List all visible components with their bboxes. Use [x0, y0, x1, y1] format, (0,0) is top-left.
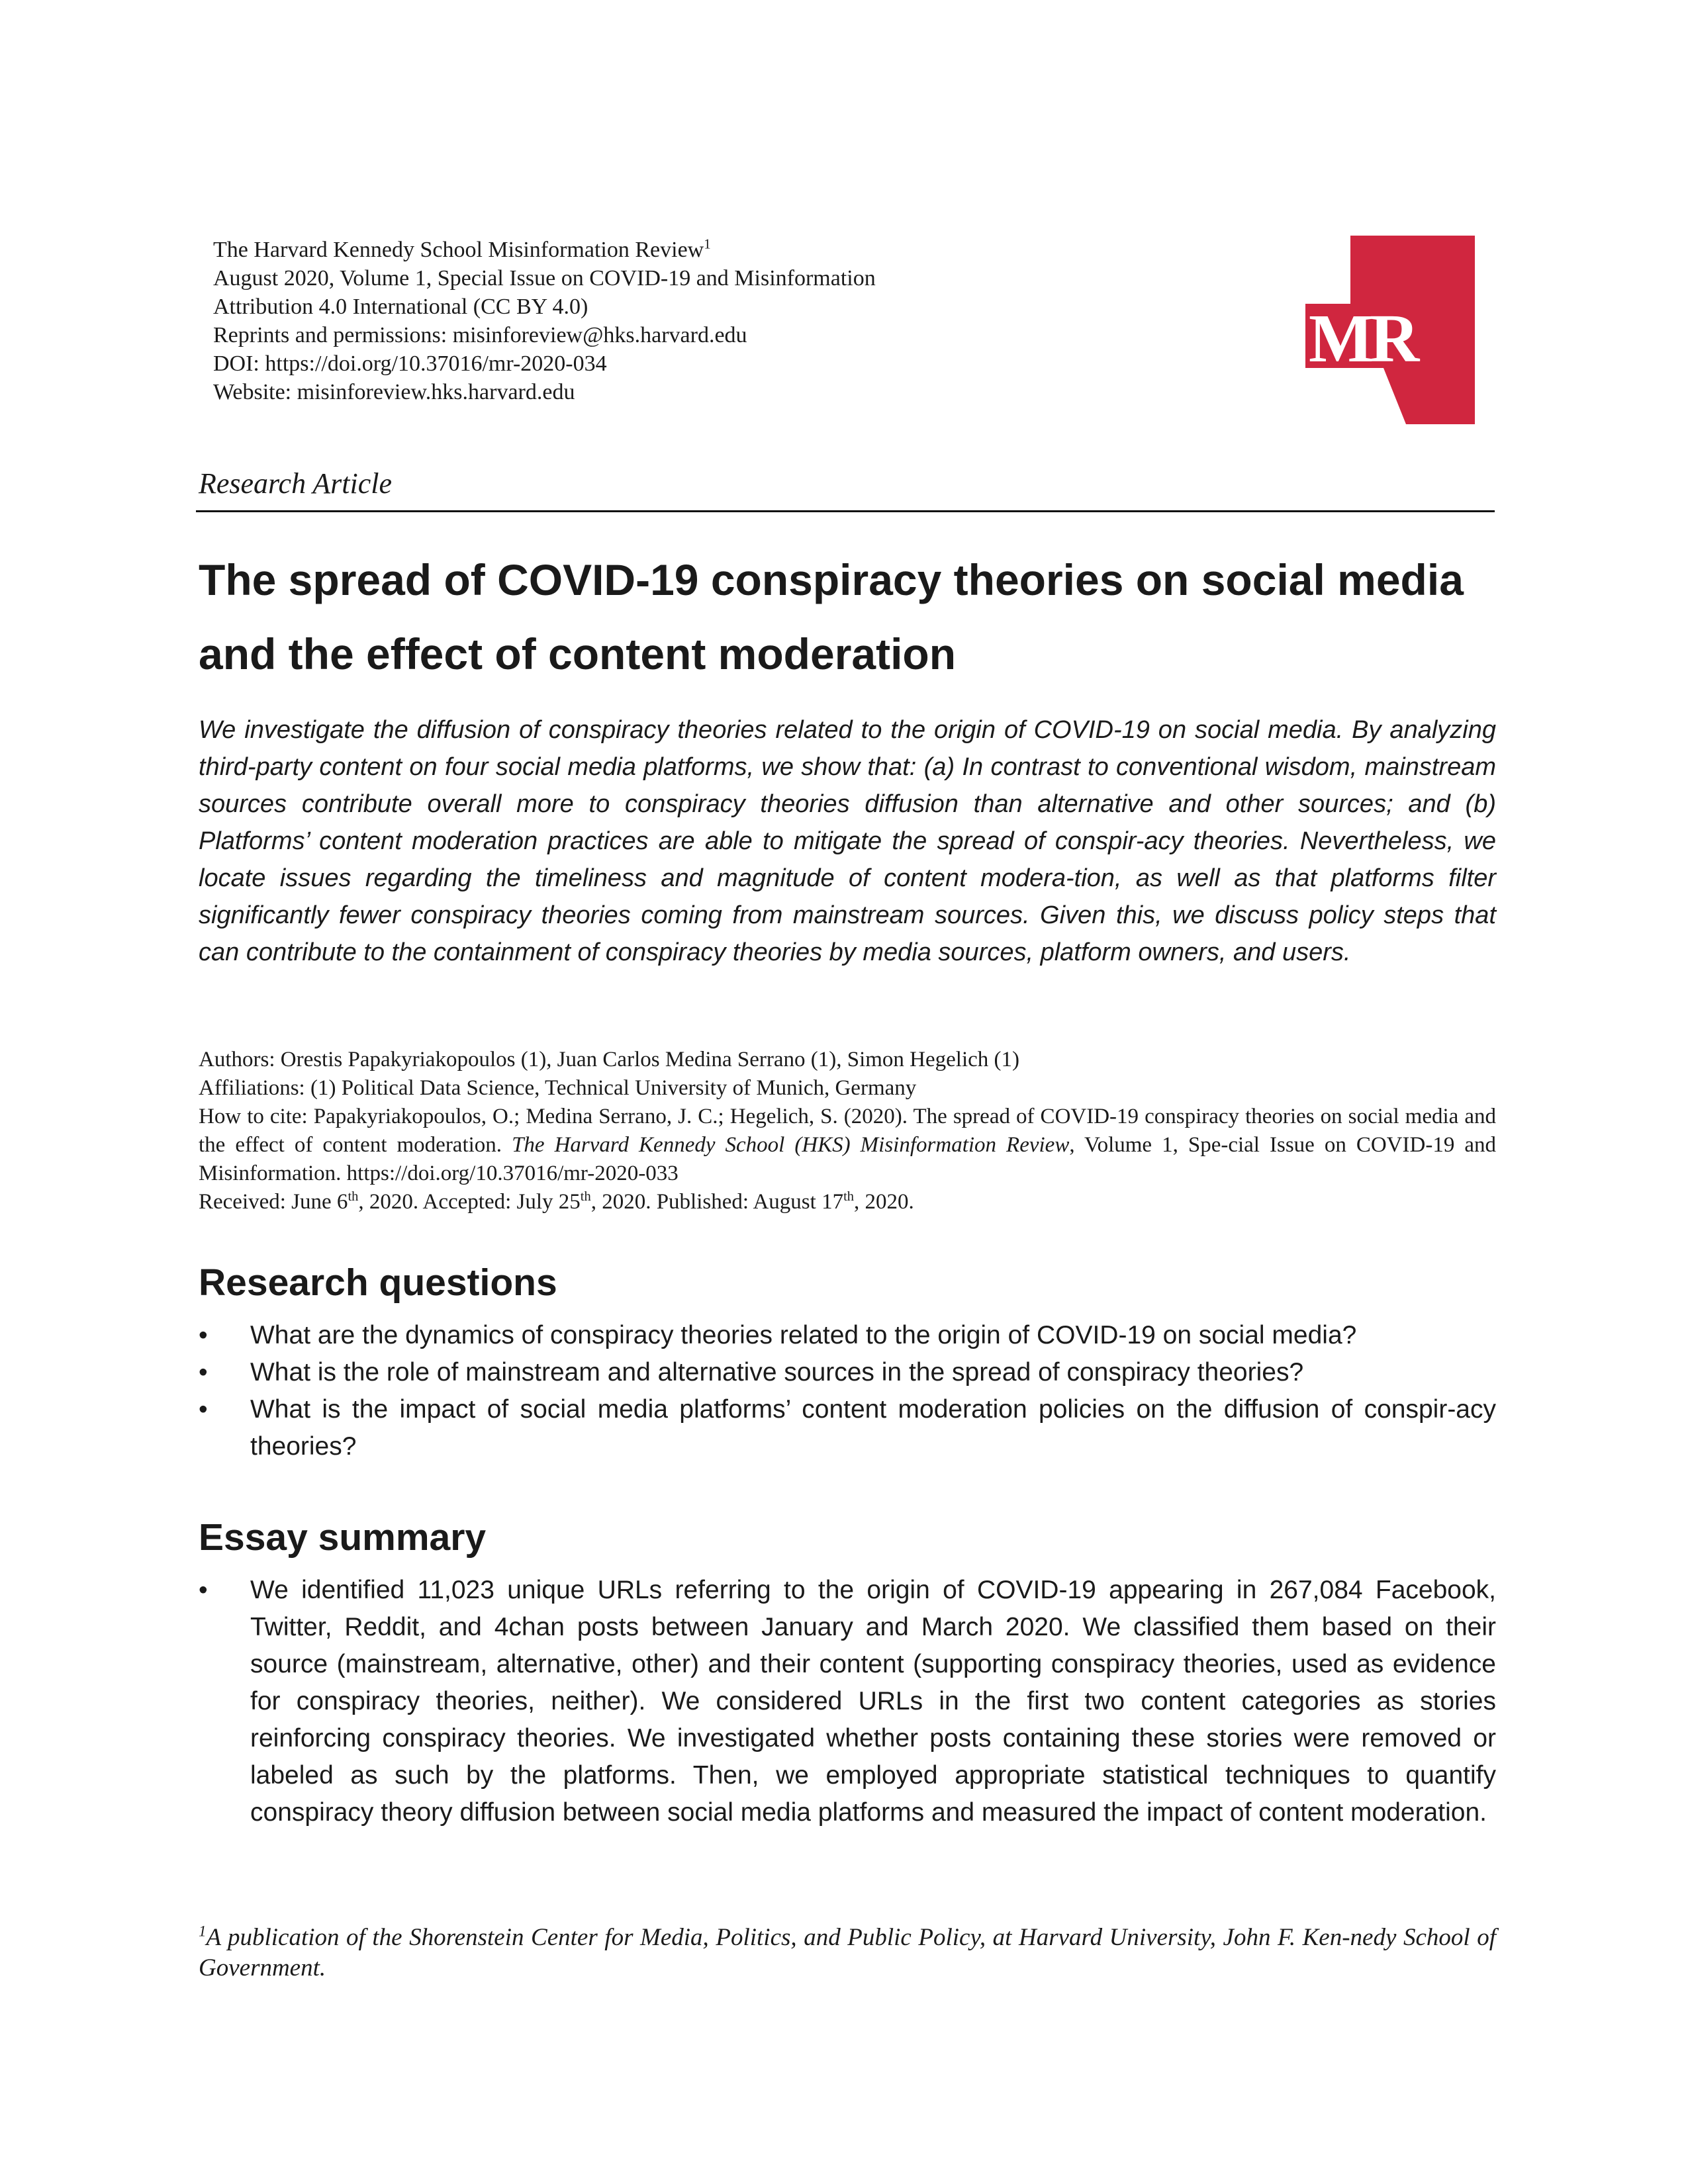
list-item: • What are the dynamics of conspiracy theories related to the origin of COVID-19 on social media?	[199, 1317, 1496, 1354]
dates: Received: June 6th, 2020. Accepted: July 25th, 2020. Published: August 17th, 2020.	[199, 1189, 914, 1214]
footnote: $^1$A publication of the Shorenstein Center for Media, Politics, and Public Policy, at Harvard University, John F. Ken-nedy School of Government.	[199, 1923, 1496, 1981]
website-info: Website: misinforeview.hks.harvard.edu	[213, 380, 575, 404]
permissions-info: Reprints and permissions: misinforeview@hks.harvard.edu	[213, 323, 747, 347]
journal-header	[213, 236, 1140, 406]
list-item: • What is the impact of social media platforms’ content moderation policies on the diffusion of conspir-acy theories?	[199, 1391, 1496, 1465]
affiliations: Affiliations: (1) Political Data Science, Technical University of Munich, Germany	[199, 1076, 917, 1100]
bullet-icon: •	[199, 1358, 208, 1387]
abstract: We investigate the diffusion of conspiracy theories related to the origin of COVID-19 on social media. By analyzing third-party content on four social media platforms, we show that: (a) In contrast to conventional wisdom, mainstream sources contribute overall more to conspiracy theories diffusion than alternative and other sources; and (b) Platforms’ content moderation practices are able to mitigate the spread of conspir-acy theories. Nevertheless, we locate issues regarding the timeliness and magnitude of content modera-tion, as well as that platforms filter significantly fewer conspiracy theories coming from mainstream sources. Given this, we discuss policy steps that can contribute to the containment of conspiracy theories by media sources, platform owners, and users.	[199, 716, 1496, 966]
list-item: • What is the role of mainstream and alternative sources in the spread of conspiracy theories?	[199, 1354, 1496, 1391]
footnote-marker: 1	[704, 236, 711, 252]
list-item: • We identified 11,023 unique URLs referring to the origin of COVID-19 appearing in 267,084 Facebook, Twitter, Reddit, and 4chan posts between January and March 2020. We classified them based on their source (mainstream, alternative, other) and their content (supporting conspiracy theories, used as evidence for conspiracy theories, neither). We considered URLs in the first two content categories as stories reinforcing conspiracy theories. We investigated whether posts containing these stories were removed or labeled as such by the platforms. Then, we employed appropriate statistical techniques to quantify conspiracy theory diffusion between social media platforms and measured the impact of content moderation.	[199, 1572, 1496, 1831]
bullet-icon: •	[199, 1576, 208, 1604]
article-title: The spread of COVID-19 conspiracy theories on social media and the effect of content moderation	[199, 555, 1464, 678]
bullet-icon: •	[199, 1395, 208, 1424]
issue-info: August 2020, Volume 1, Special Issue on COVID-19 and Misinformation	[213, 266, 876, 291]
citation-journal: The Harvard Kennedy School (HKS) Misinformation Review	[512, 1133, 1070, 1157]
research-questions-list	[199, 1317, 1496, 1465]
authors: Authors: Orestis Papakyriakopoulos (1), Juan Carlos Medina Serrano (1), Simon Hegelich (1)	[199, 1048, 1020, 1071]
mr-logo	[1305, 236, 1475, 424]
logo-text: MR	[1309, 300, 1416, 377]
bullet-icon: •	[199, 1321, 208, 1349]
citation: How to cite: Papakyriakopoulos, O.; Medina Serrano, J. C.; Hegelich, S. (2020). The spread of COVID-19 conspiracy theories on social media and the effect of content moderation. The Harvard Kennedy School (HKS) Misinformation Review, Volume 1, Spe-cial Issue on COVID-19 and Misinformation. https://doi.org/10.37016/mr-2020-033	[199, 1105, 1496, 1185]
license-info: Attribution 4.0 International (CC BY 4.0)	[213, 295, 588, 319]
footnote-number: 1	[199, 1923, 207, 1940]
article-metadata	[199, 1046, 1496, 1216]
article-type-label: Research Article	[199, 467, 393, 500]
header-divider	[196, 510, 1495, 512]
essay-summary-heading: Essay summary	[199, 1516, 487, 1559]
doi-info: DOI: https://doi.org/10.37016/mr-2020-034	[213, 351, 607, 376]
journal-name: The Harvard Kennedy School Misinformation Review$^1$	[213, 236, 711, 262]
essay-summary-list	[199, 1572, 1496, 1831]
research-questions-heading: Research questions	[199, 1261, 557, 1304]
